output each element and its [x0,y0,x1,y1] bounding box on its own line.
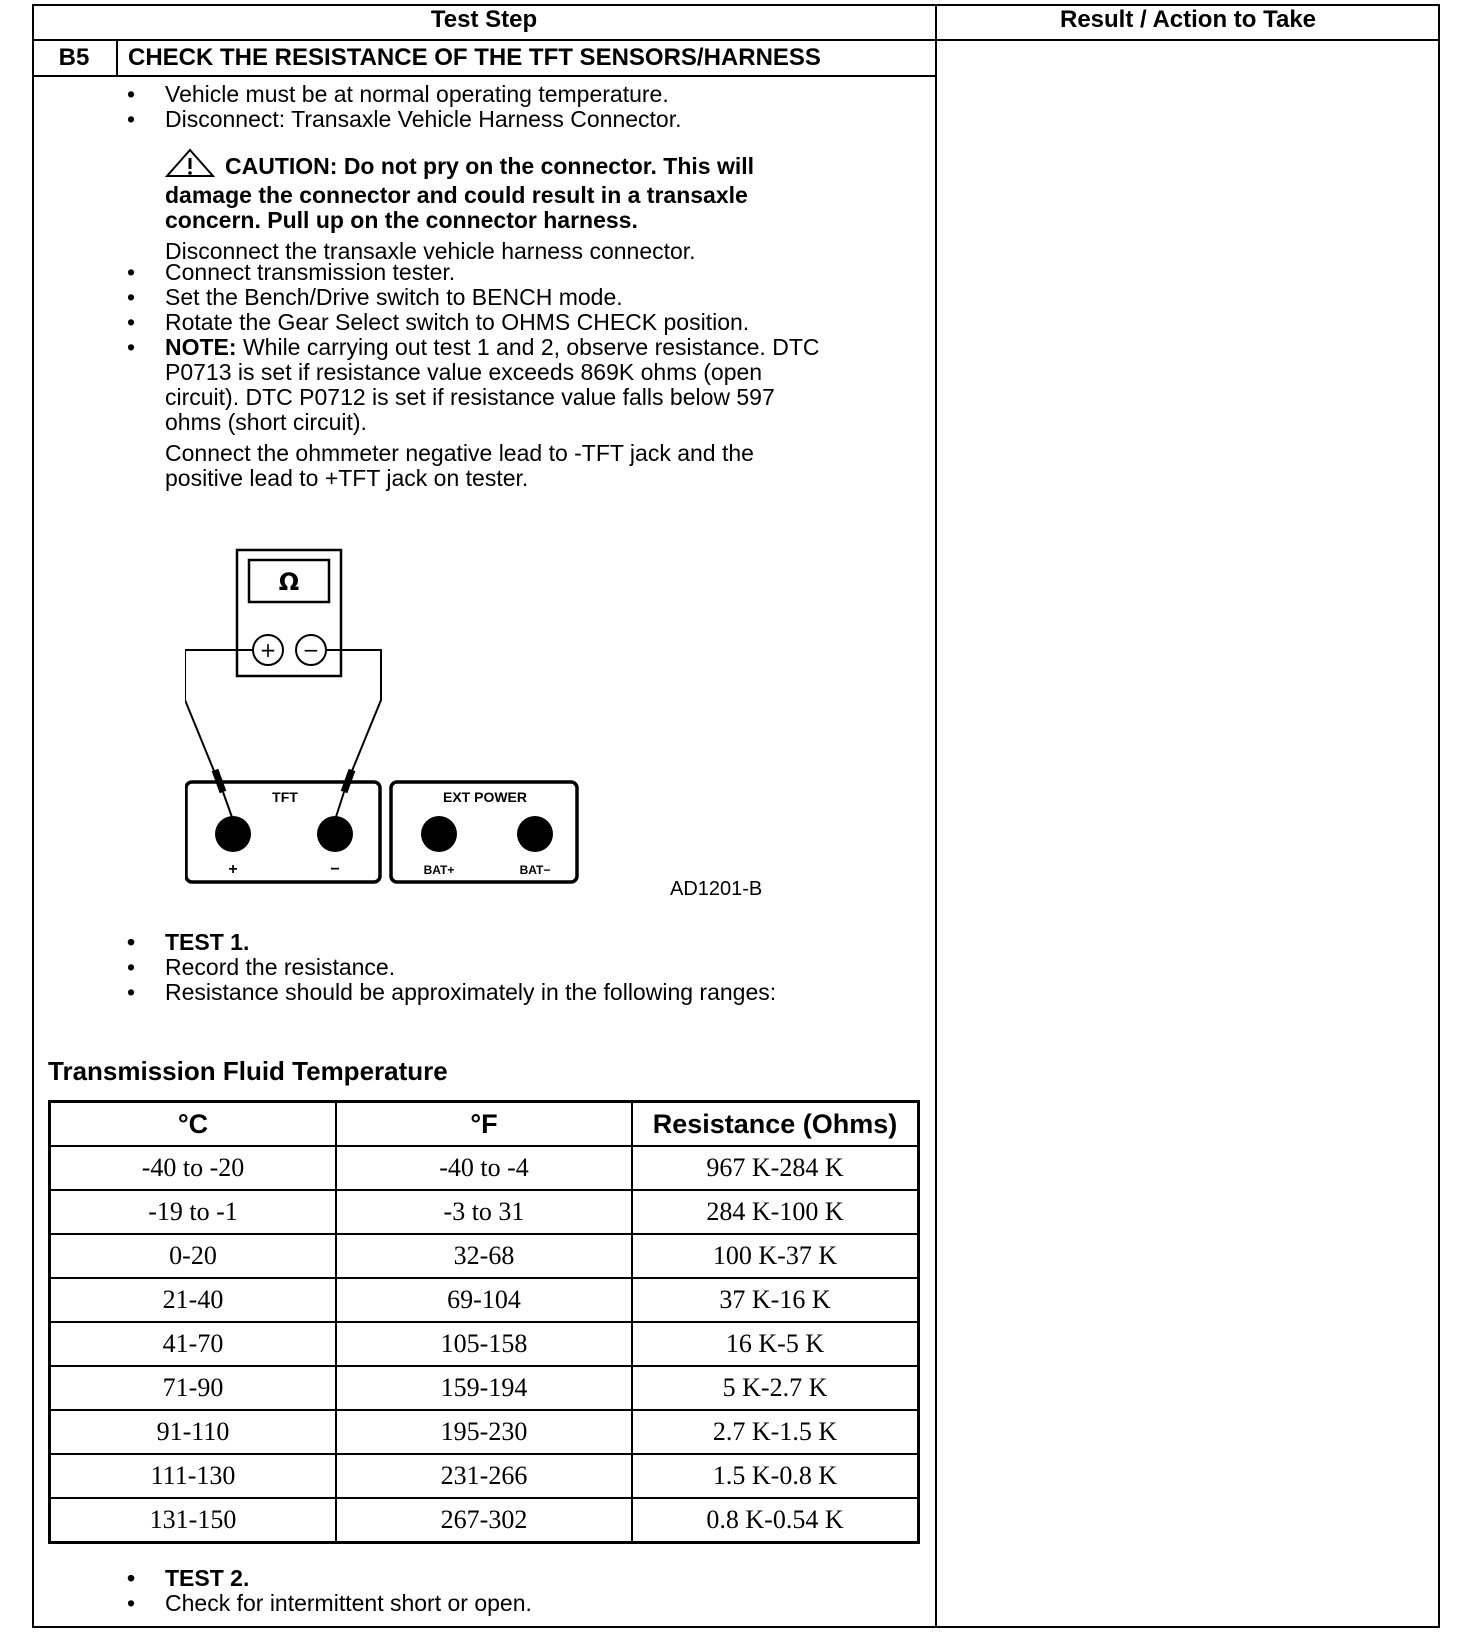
table-row [50,1146,919,1190]
list-item [125,285,915,310]
bullet: • [127,334,136,360]
tft-resistance-table [48,1100,920,1544]
cell-fahrenheit: 195-230 [336,1410,632,1454]
cell-celsius: 21-40 [50,1278,337,1322]
col-header-resistance: Resistance (Ohms) [632,1102,919,1147]
cell-celsius: 0-20 [50,1234,337,1278]
cell-fahrenheit: 32-68 [336,1234,632,1278]
negative-probe-wire [335,792,344,820]
caution-line: concern. Pull up on the connector harness. [165,207,638,233]
cell-fahrenheit: 69-104 [336,1278,632,1322]
cell-resistance: 284 K-100 K [632,1190,919,1234]
bullet: • [127,284,136,310]
list-item [125,260,915,285]
cell-fahrenheit: 267-302 [336,1498,632,1543]
warning-triangle-icon [165,148,225,183]
test2-block [125,1566,915,1616]
list-item [125,310,915,335]
bullet: • [127,259,136,285]
column-divider [935,4,937,1628]
ohmmeter-tester-diagram [185,548,605,898]
header-result-action: Result / Action to Take [1059,6,1317,33]
connect-instruction [125,441,915,491]
list-item-text: Connect transmission tester. [165,259,456,285]
test1-block [125,930,915,1005]
caution-line: CAUTION: Do not pry on the connector. This will [225,153,754,179]
connect-text: Connect the ohmmeter negative lead to -TFT jack and the [165,440,754,466]
cell-resistance: 16 K-5 K [632,1322,919,1366]
table-title: Transmission Fluid Temperature [48,1056,448,1086]
bullet: • [127,81,136,107]
positive-probe-wire [223,792,233,820]
bat-minus-jack [517,816,553,852]
header-test-step: Test Step [430,6,538,33]
step-id-divider [116,40,118,76]
list-item-text: Disconnect: Transaxle Vehicle Harness Connector. [165,106,682,132]
tft-label: TFT [272,789,298,805]
cell-celsius: 71-90 [50,1366,337,1410]
bullet: • [127,309,136,335]
list-item [125,980,915,1005]
ohm-symbol: Ω [278,568,300,596]
instruction-block-b [125,260,915,491]
table-row [50,1234,919,1278]
list-item-text: Vehicle must be at normal operating temperature. [165,81,669,107]
col-header-fahrenheit: °F [336,1102,632,1147]
cell-resistance: 0.8 K-0.54 K [632,1498,919,1543]
cell-celsius: 111-130 [50,1454,337,1498]
cell-resistance: 967 K-284 K [632,1146,919,1190]
test2-label: TEST 2. [165,1565,250,1591]
list-item-text: Resistance should be approximately in the following ranges: [165,979,777,1005]
cell-fahrenheit: 231-266 [336,1454,632,1498]
caution-block [125,148,925,264]
tft-plus-jack [215,816,251,852]
cell-fahrenheit: 105-158 [336,1322,632,1366]
note-item [125,335,915,435]
caution-followup: Disconnect the transaxle vehicle harness connector. [165,238,696,264]
caution-line: damage the connector and could result in a transaxle [165,182,748,208]
list-item [125,82,915,107]
list-item-text: Rotate the Gear Select switch to OHMS CHECK position. [165,309,750,335]
ext-power-label: EXT POWER [442,789,528,805]
note-label: NOTE: [165,334,237,360]
note-text: circuit). DTC P0712 is set if resistance value falls below 597 [165,384,775,410]
table-row [50,1190,919,1234]
caution-text [165,148,925,233]
list-item [125,1566,915,1591]
cell-resistance: 2.7 K-1.5 K [632,1410,919,1454]
bullet: • [127,1565,136,1591]
bullet: • [127,979,136,1005]
list-item-text: Check for intermittent short or open. [165,1590,532,1616]
cell-resistance: 1.5 K-0.8 K [632,1454,919,1498]
test1-label: TEST 1. [165,929,250,955]
bat-minus-label: BAT− [519,863,551,877]
list-item [125,1591,915,1616]
bat-plus-label: BAT+ [423,863,455,877]
cell-fahrenheit: -3 to 31 [336,1190,632,1234]
cell-celsius: -40 to -20 [50,1146,337,1190]
cell-fahrenheit: -40 to -4 [336,1146,632,1190]
meter-minus-label: − [302,638,320,662]
table-row [50,1454,919,1498]
list-item [125,955,915,980]
note-text: ohms (short circuit). [165,409,367,435]
list-item [125,107,915,132]
step-id: B5 [58,44,90,71]
step-title: CHECK THE RESISTANCE OF THE TFT SENSORS/HARNESS [128,44,821,71]
list-item-text: Record the resistance. [165,954,396,980]
note-text: While carrying out test 1 and 2, observe resistance. DTC [236,334,820,360]
bullet: • [127,954,136,980]
cell-celsius: -19 to -1 [50,1190,337,1234]
cell-resistance: 100 K-37 K [632,1234,919,1278]
bullet: • [127,106,136,132]
cell-resistance: 37 K-16 K [632,1278,919,1322]
cell-celsius: 131-150 [50,1498,337,1543]
cell-fahrenheit: 159-194 [336,1366,632,1410]
connect-text: positive lead to +TFT jack on tester. [165,465,529,491]
cell-resistance: 5 K-2.7 K [632,1366,919,1410]
tft-minus-jack [317,816,353,852]
bullet: • [127,1590,136,1616]
tft-plus-label: + [228,861,238,878]
table-row [50,1498,919,1543]
instruction-block-a [125,82,915,132]
meter-plus-label: + [259,638,277,662]
table-header-row [50,1102,919,1147]
table-row [50,1366,919,1410]
list-item [125,930,915,955]
table-row [50,1410,919,1454]
table-row [50,1322,919,1366]
list-item-text: Set the Bench/Drive switch to BENCH mode. [165,284,623,310]
col-header-celsius: °C [50,1102,337,1147]
table-row [50,1278,919,1322]
cell-celsius: 41-70 [50,1322,337,1366]
figure-reference: AD1201-B [670,878,763,900]
note-text: P0713 is set if resistance value exceeds 869K ohms (open [165,359,763,385]
bullet: • [127,929,136,955]
bat-plus-jack [421,816,457,852]
tft-minus-label: − [330,861,340,878]
cell-celsius: 91-110 [50,1410,337,1454]
